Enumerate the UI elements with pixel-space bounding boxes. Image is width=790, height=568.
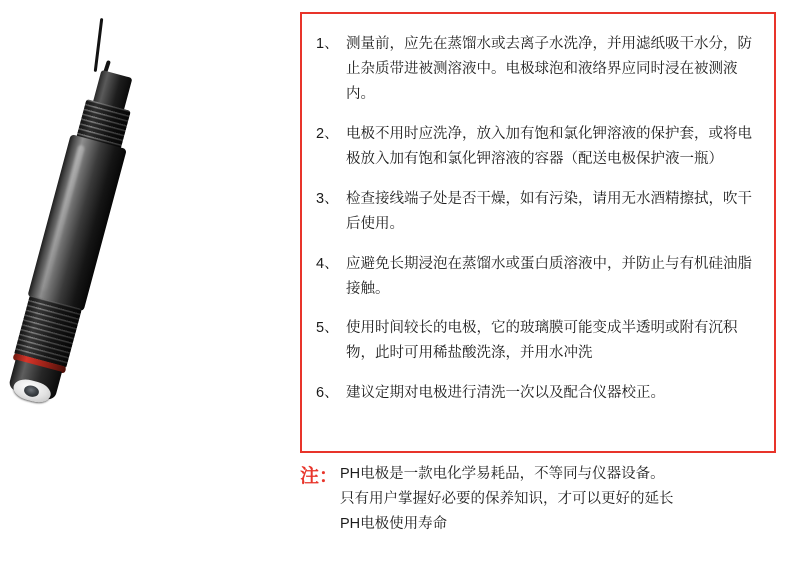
product-photo xyxy=(0,0,290,568)
list-item xyxy=(316,32,754,107)
list-item xyxy=(316,381,754,406)
list-item xyxy=(316,316,754,366)
list-item-text: 检查接线端子处是否干燥，如有污染，请用无水酒精擦拭，吹干后使用。 xyxy=(346,190,752,232)
note-body xyxy=(340,462,776,537)
list-item-number: 3、 xyxy=(316,190,339,207)
note-line: 只有用户掌握好必要的保养知识，才可以更好的延长 xyxy=(340,490,674,507)
note-line: PH电极是一款电化学易耗品，不等同与仪器设备。 xyxy=(340,466,665,482)
note-label: 注： xyxy=(300,466,339,487)
list-item-text: 应避免长期浸泡在蒸馏水或蛋白质溶液中，并防止与有机硅油脂接触。 xyxy=(346,255,752,297)
cable-icon xyxy=(94,18,104,72)
list-item xyxy=(316,122,754,172)
list-item-text: 建议定期对电极进行清洗一次以及配合仪器校正。 xyxy=(346,385,665,402)
list-item-text: 测量前，应先在蒸馏水或去离子水洗净，并用滤纸吸干水分，防止杂质带进被测溶液中。电极球泡和液络界应同时浸在被测液内。 xyxy=(346,36,752,102)
list-item-number: 1、 xyxy=(316,36,339,52)
ph-electrode-probe xyxy=(2,66,147,401)
note-line: PH电极使用寿命 xyxy=(340,515,448,532)
note-block xyxy=(300,462,776,537)
list-item-number: 4、 xyxy=(316,255,339,272)
instructions-panel xyxy=(300,12,776,453)
list-item xyxy=(316,187,754,237)
list-item-text: 使用时间较长的电极，它的玻璃膜可能变成半透明或附有沉积物，此时可用稀盐酸洗涤，并用水冲洗 xyxy=(346,320,738,362)
list-item xyxy=(316,252,754,302)
list-item-number: 2、 xyxy=(316,125,339,142)
list-item-number: 5、 xyxy=(316,320,339,337)
list-item-text: 电极不用时应洗净，放入加有饱和氯化钾溶液的保护套，或将电极放入加有饱和氯化钾溶液的容器（配送电极保护液一瓶） xyxy=(346,125,752,167)
list-item-number: 6、 xyxy=(316,385,339,402)
